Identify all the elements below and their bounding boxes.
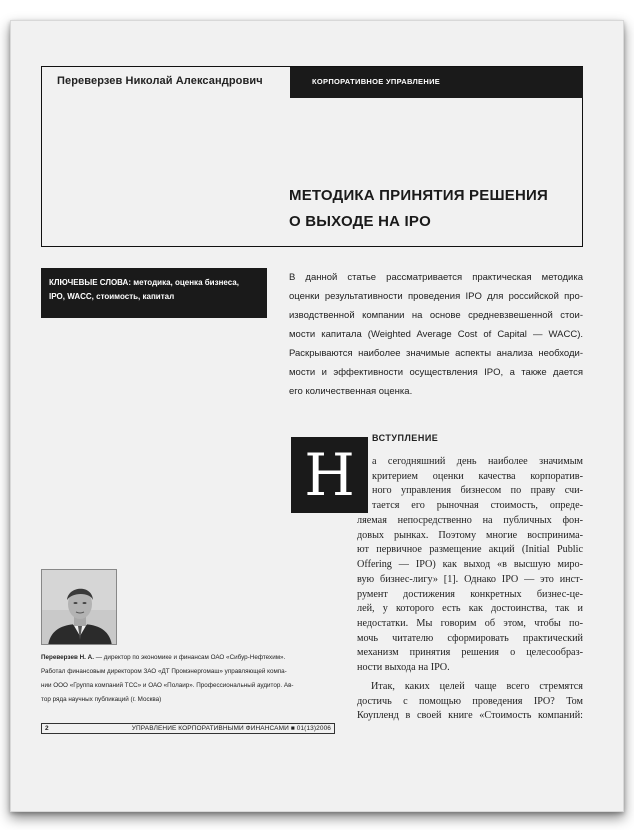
author-name: Переверзев Николай Александрович — [57, 75, 263, 87]
abstract-line: изводственной компании на основе средневзвешенной стои- — [289, 310, 583, 321]
body-line: ности выхода на IPO. — [357, 662, 450, 674]
bio-line — [41, 651, 341, 665]
body-line: довых рынках. Поэтому многие воспринима- — [357, 529, 583, 541]
body-line: достичь с помощью проведения IPO? Том — [357, 695, 583, 707]
body-line: мочь читателю сформировать практический — [357, 632, 583, 644]
intro-paragraph-start — [372, 455, 583, 514]
body-line: Offering — IPO) как выход «в высшую миро- — [357, 559, 583, 571]
drop-cap: Н — [291, 437, 368, 513]
body-line: Итак, каких целей чаще всего стремятся — [371, 681, 583, 692]
page-footer — [41, 723, 335, 734]
author-bio — [41, 651, 341, 707]
page-number: 2 — [45, 725, 49, 732]
bio-first-line: — директор по экономике и финансам ОАО «Сибур-Нефтехим». — [93, 654, 286, 661]
intro-paragraph — [357, 514, 583, 676]
body-line: лей, у которого есть как достоинства, так и — [357, 603, 583, 615]
abstract-line: его количественная оценка. — [289, 386, 413, 397]
author-photo — [41, 569, 117, 645]
keywords-line: IPO, WACC, стоимость, капитал — [49, 292, 175, 301]
section-label: КОРПОРАТИВНОЕ УПРАВЛЕНИЕ — [290, 67, 583, 98]
abstract-line: мости капитала (Weighted Average Cost of Capital — WACC). — [289, 329, 583, 340]
keywords-box — [41, 268, 267, 318]
abstract-line: мости и эффективности осуществления IPO, а также дается — [289, 367, 583, 378]
body-line: механизм принятия решения о целесообраз- — [357, 647, 583, 659]
bio-line: тор ряда научных публикаций (г. Москва) — [41, 696, 162, 703]
abstract-line: Раскрываются наиболее значимые аспекты анализа необходи- — [289, 348, 583, 359]
body-line: критерием оценки качества корпоратив- — [372, 470, 583, 482]
keywords-line: КЛЮЧЕВЫЕ СЛОВА: методика, оценка бизнеса, — [49, 278, 239, 287]
journal-name: УПРАВЛЕНИЕ КОРПОРАТИВНЫМИ ФИНАНСАМИ — [131, 725, 289, 732]
bio-line: Работал финансовым директором ЗАО «ДТ Промэнергомаш» управляющей компа- — [41, 668, 287, 675]
bio-name: Переверзев Н. А. — [41, 654, 94, 661]
body-line: ляемая непосредственно на публичных фон- — [357, 515, 583, 526]
body-line: а сегодняшний день наиболее значимым — [372, 456, 583, 467]
body-line: тается его рыночная стоимость, опреде- — [372, 500, 583, 512]
body-line: ют первичное размещение акций (Initial Public — [357, 544, 583, 556]
journal-info — [132, 725, 331, 732]
title-line: О ВЫХОДЕ НА IPO — [289, 213, 431, 230]
bio-line: нии ООО «Группа компаний ТСС» и ОАО «Полаир». Профессиональный аудитор. Ав- — [41, 682, 294, 689]
body-line: ного управления бизнесом по праву счи- — [372, 485, 583, 497]
article-title — [289, 183, 548, 235]
second-paragraph — [357, 680, 583, 724]
author-portrait-image — [42, 570, 117, 645]
title-line: МЕТОДИКА ПРИНЯТИЯ РЕШЕНИЯ — [289, 187, 548, 204]
abstract — [289, 268, 583, 401]
abstract-line: оценки результативности проведения IPO для российской про- — [289, 291, 583, 302]
body-line: недостатки. Мы говорим об этом, чтобы по- — [357, 617, 583, 629]
square-icon: ■ — [290, 725, 295, 732]
section-heading: ВСТУПЛЕНИЕ — [372, 433, 439, 443]
body-line: вую бизнес-лигу» [1]. Однако IPO — это инст- — [357, 573, 583, 585]
body-line: румент достижения конкретных бизнес-це- — [357, 588, 583, 600]
issue-number: 01(13)2006 — [296, 725, 331, 732]
abstract-line: В данной статье рассматривается практическая методика — [289, 272, 583, 283]
body-line: Коупленд в своей книге «Стоимость компаний: — [357, 710, 583, 722]
